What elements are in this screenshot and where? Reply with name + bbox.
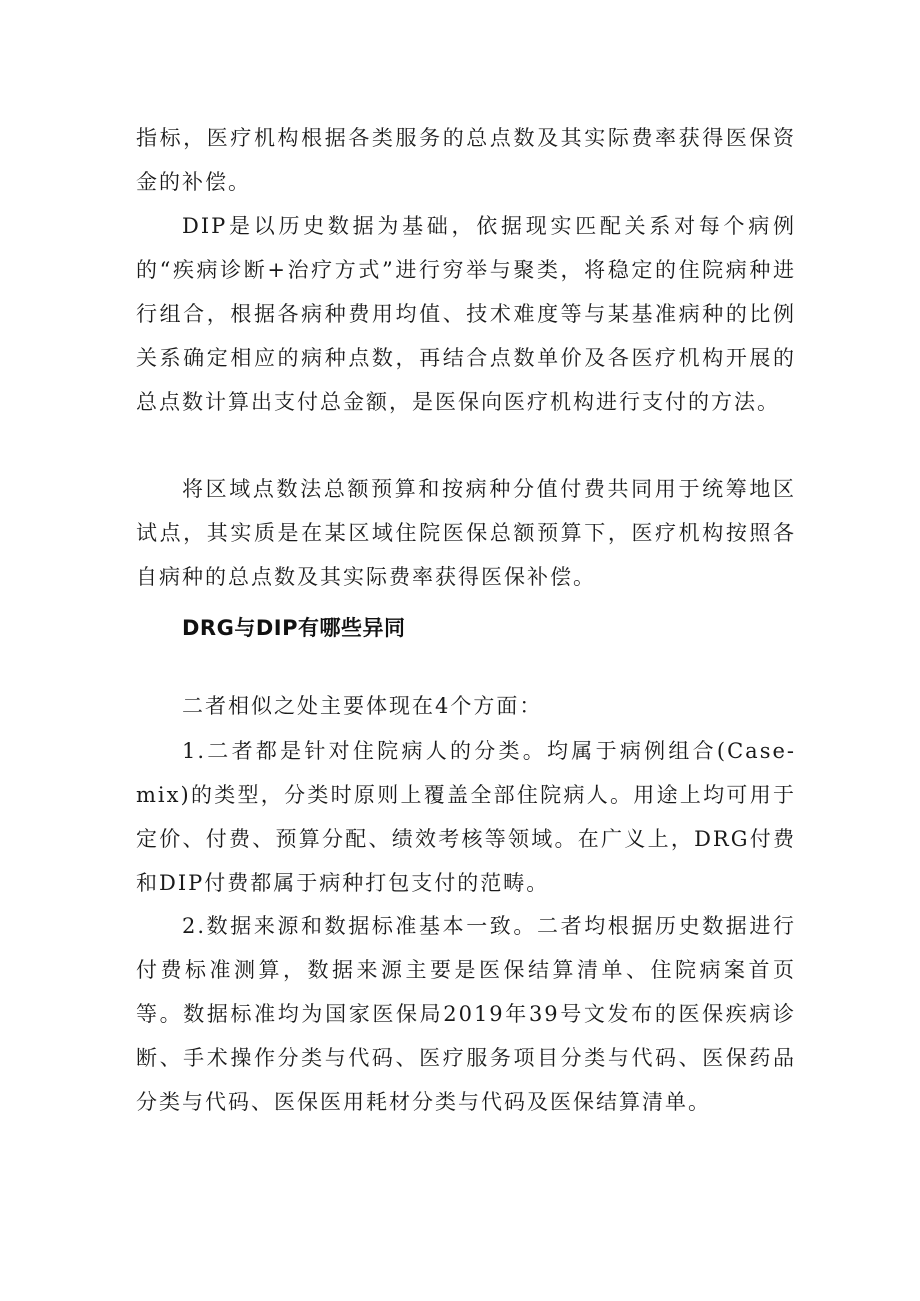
paragraph-similarity-1: 1.二者都是针对住院病人的分类。均属于病例组合(Case-mix)的类型，分类时原则上覆盖全部住院病人。用途上均可用于定价、付费、预算分配、绩效考核等领域。在广义上，DRG付费和DIP付费都属于病种打包支付的范畴。 xyxy=(136,739,796,895)
paragraph-regional-points: 将区域点数法总额预算和按病种分值付费共同用于统筹地区试点，其实质是在某区域住院医保总额预算下，医疗机构按照各自病种的总点数及其实际费率获得医保补偿。 xyxy=(136,477,796,589)
section-heading: DRG与DIP有哪些异同 xyxy=(182,616,406,640)
paragraph-similarity-2: 2.数据来源和数据标准基本一致。二者均根据历史数据进行付费标准测算，数据来源主要是医保结算清单、住院病案首页等。数据标准均为国家医保局2019年39号文发布的医保疾病诊断、手术操作分类与代码、医疗服务项目分类与代码、医保药品分类与代码、医保医用耗材分类与代码及医保结算清单。 xyxy=(136,914,796,1114)
paragraph-similarities-intro: 二者相似之处主要体现在4个方面： xyxy=(182,694,543,718)
paragraph-continuation: 指标，医疗机构根据各类服务的总点数及其实际费率获得医保资金的补偿。 xyxy=(136,126,796,194)
paragraph-dip-definition: DIP是以历史数据为基础，依据现实匹配关系对每个病例的“疾病诊断+治疗方式”进行穷举与聚类，将稳定的住院病种进行组合，根据各病种费用均值、技术难度等与某基准病种的比例关系确定相应的病种点数，再结合点数单价及各医疗机构开展的总点数计算出支付总金额，是医保向医疗机构进行支付的方法。 xyxy=(136,214,796,414)
